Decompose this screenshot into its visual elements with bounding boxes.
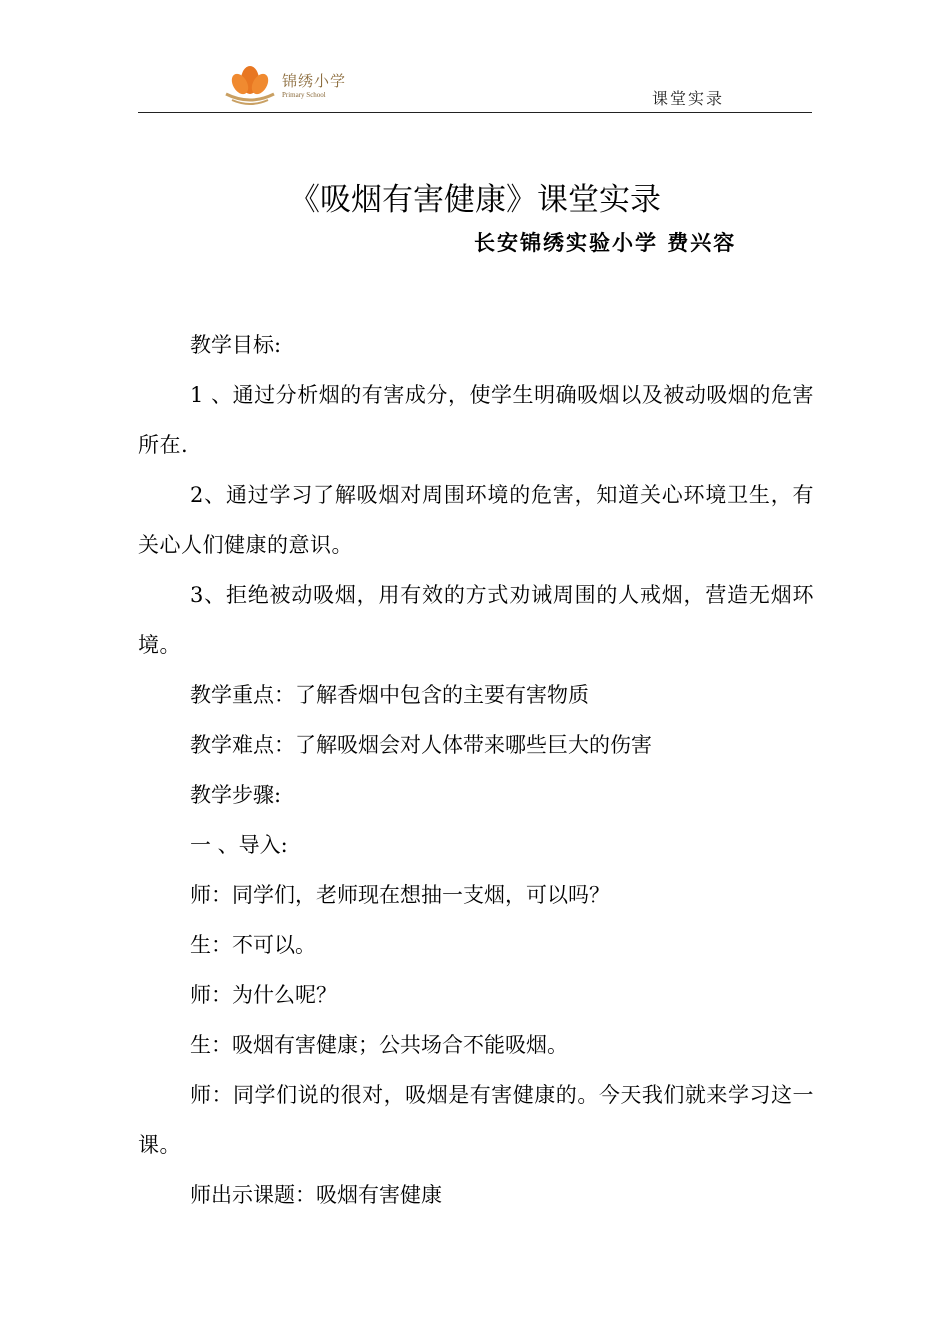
paragraph: 师：为什么呢？ — [190, 983, 337, 1007]
header-label: 课堂实录 — [651, 89, 724, 108]
paragraph: 生：不可以。 — [190, 933, 316, 957]
paragraph: 教学目标: — [190, 333, 282, 357]
document-author: 长安锦绣实验小学 费兴容 — [474, 231, 737, 255]
paragraph: 生：吸烟有害健康；公共场合不能吸烟。 — [190, 1033, 568, 1057]
paragraph: 师出示课题：吸烟有害健康 — [190, 1183, 442, 1207]
logo-text — [282, 70, 346, 99]
paragraph: 1 、通过分析烟的有害成分，使学生明确吸烟以及被动吸烟的危害所在. — [138, 383, 814, 457]
page-header — [138, 58, 812, 113]
paragraph: 教学重点：了解香烟中包含的主要有害物质 — [190, 683, 589, 707]
paragraph: 教学难点：了解吸烟会对人体带来哪些巨大的伤害 — [190, 733, 652, 757]
paragraph: 一 、导入: — [190, 833, 288, 857]
school-logo-icon — [222, 60, 278, 108]
document-body — [138, 320, 814, 1220]
paragraph: 3、拒绝被动吸烟，用有效的方式劝诫周围的人戒烟，营造无烟环境。 — [138, 583, 814, 657]
paragraph: 师：同学们，老师现在想抽一支烟，可以吗？ — [190, 883, 610, 907]
paragraph: 2、通过学习了解吸烟对周围环境的危害，知道关心环境卫生，有关心人们健康的意识。 — [138, 483, 814, 557]
paragraph: 师：同学们说的很对，吸烟是有害健康的。今天我们就来学习这一课。 — [138, 1083, 814, 1157]
logo-name: 锦绣小学 — [282, 72, 347, 90]
document-title: 《吸烟有害健康》课堂实录 — [289, 182, 661, 218]
paragraph: 教学步骤: — [190, 783, 282, 807]
logo-subtitle: Primary School — [282, 91, 326, 99]
